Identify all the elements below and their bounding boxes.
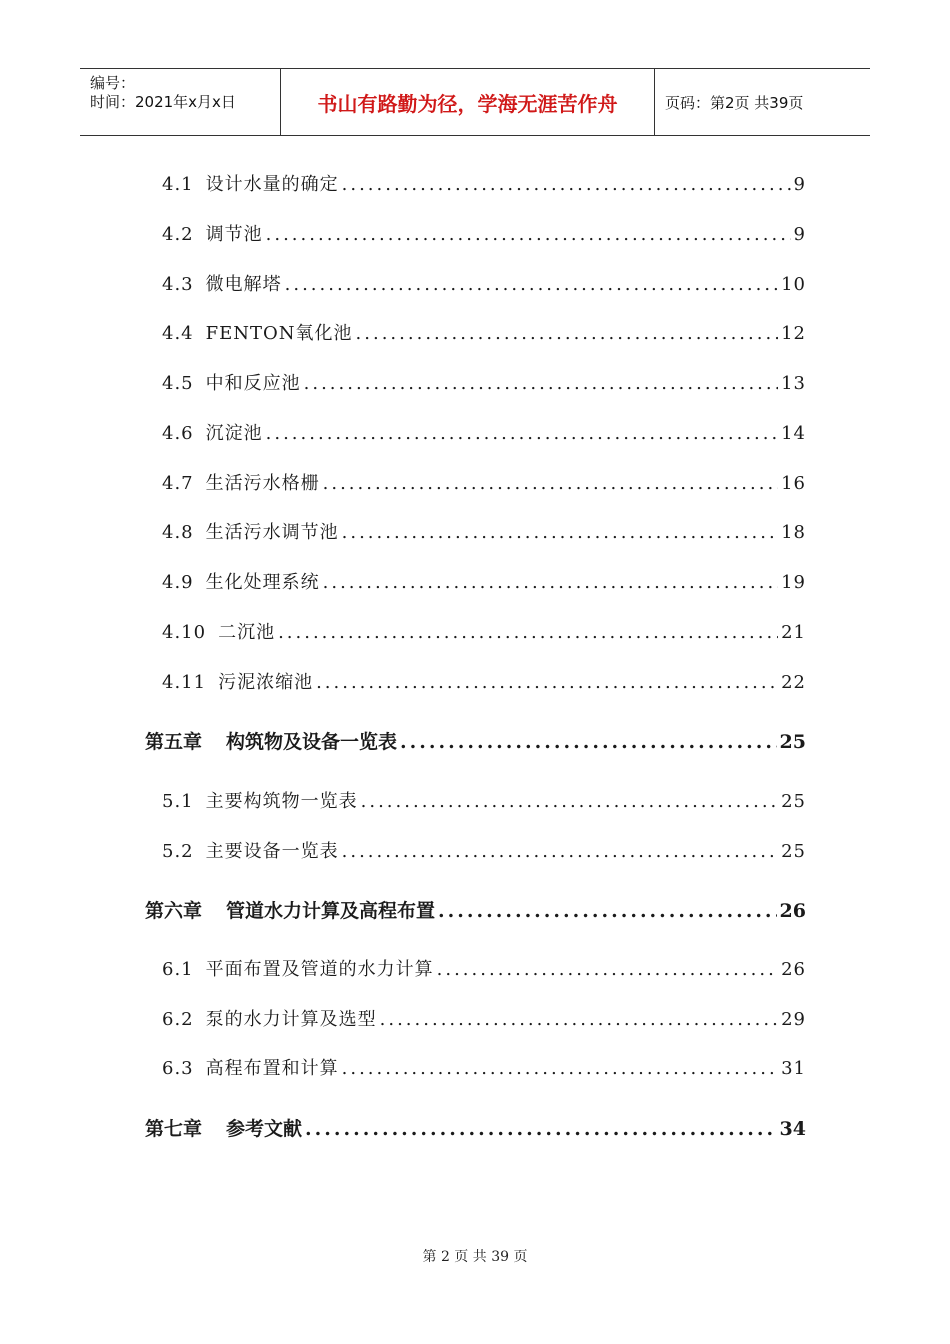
- page-header: [80, 68, 870, 136]
- toc-entry[interactable]: [162, 956, 806, 984]
- toc-chapter-title: 构筑物及设备一览表: [226, 731, 398, 753]
- toc-entry[interactable]: [162, 370, 806, 398]
- toc-entry[interactable]: [162, 669, 806, 697]
- toc-page-number: 29: [781, 1009, 806, 1030]
- toc-entry[interactable]: [162, 1055, 806, 1083]
- toc-number: 4.6: [162, 423, 194, 444]
- toc-page-number: 18: [781, 522, 806, 543]
- toc-number: 4.11: [162, 672, 207, 693]
- toc-leader-dots: [380, 1006, 778, 1034]
- toc-title: 生化处理系统: [205, 572, 320, 593]
- toc-chapter-title: 参考文献: [226, 1118, 303, 1140]
- toc-number: 4.10: [162, 622, 207, 643]
- toc-leader-dots: [400, 728, 777, 756]
- toc-chapter-title: 管道水力计算及高程布置: [226, 900, 436, 922]
- toc-leader-dots: [278, 619, 778, 647]
- toc-entry[interactable]: [162, 271, 806, 299]
- toc-page-number: 19: [781, 572, 806, 593]
- toc-number: 6.2: [162, 1009, 194, 1030]
- toc-chapter-entry[interactable]: [145, 1115, 806, 1143]
- toc-page-number: 9: [793, 224, 806, 245]
- toc-page-number: 26: [779, 900, 806, 922]
- toc-leader-dots: [304, 370, 778, 398]
- toc-entry[interactable]: [162, 569, 806, 597]
- toc-entry[interactable]: [162, 519, 806, 547]
- toc-leader-dots: [342, 838, 778, 866]
- toc-page-number: 34: [779, 1118, 806, 1140]
- toc-title: 生活污水调节池: [205, 522, 339, 543]
- toc-leader-dots: [437, 956, 778, 984]
- toc-number: 4.2: [162, 224, 194, 245]
- toc-leader-dots: [323, 569, 778, 597]
- toc-page-number: 22: [781, 672, 806, 693]
- toc-title: 设计水量的确定: [205, 174, 339, 195]
- toc-leader-dots: [342, 171, 791, 199]
- toc-number: 6.3: [162, 1058, 194, 1079]
- toc-leader-dots: [342, 519, 778, 547]
- page-footer: 第 2 页 共 39 页: [422, 1249, 528, 1265]
- toc-entry[interactable]: [162, 470, 806, 498]
- toc-number: 6.1: [162, 959, 194, 980]
- toc-leader-dots: [342, 1055, 778, 1083]
- toc-leader-dots: [438, 897, 777, 925]
- toc-page-number: 14: [781, 423, 806, 444]
- toc-number: 4.9: [162, 572, 194, 593]
- toc-leader-dots: [356, 320, 779, 348]
- toc-page-number: 31: [781, 1058, 806, 1079]
- toc-title: 污泥浓缩池: [218, 672, 314, 693]
- toc-leader-dots: [285, 271, 778, 299]
- toc-page-number: 10: [781, 274, 806, 295]
- toc-title: 生活污水格栅: [205, 473, 320, 494]
- toc-page-number: 13: [781, 373, 806, 394]
- toc-title: 中和反应池: [205, 373, 301, 394]
- toc-leader-dots: [323, 470, 778, 498]
- toc-leader-dots: [266, 221, 791, 249]
- toc-entry[interactable]: [162, 221, 806, 249]
- toc-chapter-number: 第七章: [145, 1118, 203, 1140]
- toc-number: 4.3: [162, 274, 194, 295]
- toc-entry[interactable]: [162, 171, 806, 199]
- toc-title: 二沉池: [218, 622, 276, 643]
- toc-page-number: 12: [781, 323, 806, 344]
- toc-title: 主要设备一览表: [205, 841, 339, 862]
- toc-number: 4.7: [162, 473, 194, 494]
- toc-leader-dots: [316, 669, 778, 697]
- toc-number: 4.5: [162, 373, 194, 394]
- toc-page-number: 25: [781, 791, 806, 812]
- toc-entry[interactable]: [162, 420, 806, 448]
- header-motto: 书山有路勤为径，学海无涯苦作舟: [281, 69, 655, 135]
- header-page-info: 页码：第2页 共39页: [665, 93, 804, 112]
- toc-entry[interactable]: [162, 320, 806, 348]
- toc-page-number: 16: [781, 473, 806, 494]
- toc-entry[interactable]: [162, 838, 806, 866]
- toc-leader-dots: [305, 1115, 777, 1143]
- toc-number: 4.4: [162, 323, 194, 344]
- toc-chapter-entry[interactable]: [145, 897, 806, 925]
- time-label: 时间：2021年x月x日: [90, 93, 236, 111]
- toc-leader-dots: [266, 420, 778, 448]
- toc-page-number: 25: [779, 731, 806, 753]
- toc-entry[interactable]: [162, 1006, 806, 1034]
- toc-title: 平面布置及管道的水力计算: [205, 959, 434, 980]
- toc-chapter-number: 第五章: [145, 731, 203, 753]
- toc-title: 泵的水力计算及选型: [205, 1009, 377, 1030]
- toc-title: 微电解塔: [205, 274, 282, 295]
- toc-title: 高程布置和计算: [205, 1058, 339, 1079]
- toc-page-number: 9: [793, 174, 806, 195]
- toc-title: 主要构筑物一览表: [205, 791, 358, 812]
- toc-entry[interactable]: [162, 619, 806, 647]
- toc-number: 5.1: [162, 791, 194, 812]
- toc-number: 5.2: [162, 841, 194, 862]
- toc-number: 4.8: [162, 522, 194, 543]
- toc-number: 4.1: [162, 174, 194, 195]
- toc-chapter-entry[interactable]: [145, 728, 806, 756]
- toc-title: 调节池: [205, 224, 263, 245]
- toc-page-number: 21: [781, 622, 806, 643]
- toc-title: FENTON氧化池: [205, 323, 353, 344]
- toc-entry[interactable]: [162, 788, 806, 816]
- header-meta-cell: [80, 69, 281, 135]
- serial-label: 编号：: [90, 74, 136, 92]
- toc-page-number: 25: [781, 841, 806, 862]
- toc-chapter-number: 第六章: [145, 900, 203, 922]
- toc-page-number: 26: [781, 959, 806, 980]
- toc-leader-dots: [361, 788, 778, 816]
- toc-title: 沉淀池: [205, 423, 263, 444]
